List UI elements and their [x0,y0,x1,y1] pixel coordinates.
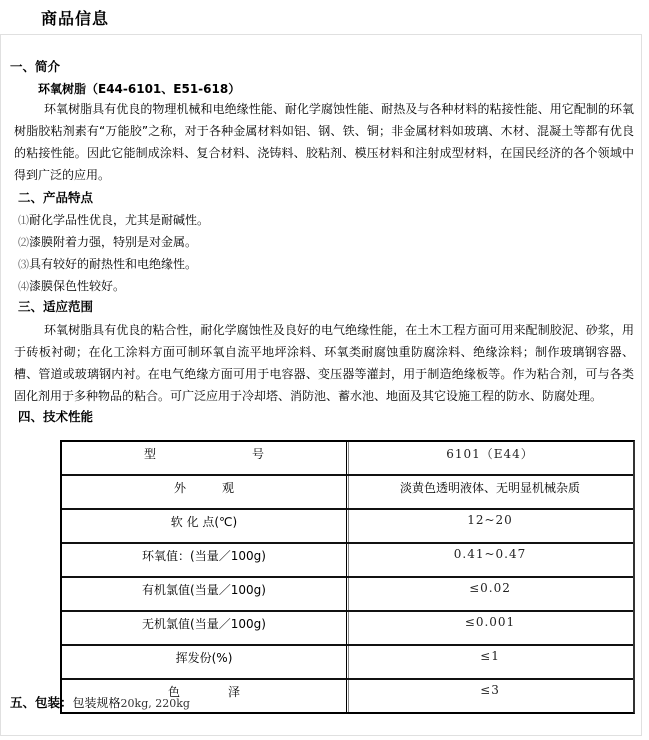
spec-label: 环氧值：(当量／100g) [62,544,347,578]
feature-number: ⑵ [18,236,29,249]
feature-item [18,278,125,295]
feature-item [18,212,209,229]
spec-value: 0.41~0.47 [347,544,633,578]
spec-value: 12~20 [347,510,633,544]
spec-label: 无机氯值(当量／100g) [62,612,347,646]
table-row [62,612,633,646]
applications-paragraph: 环氧树脂具有优良的粘合性，耐化学腐蚀性及良好的电气绝缘性能，在土木工程方面可用来配制胶泥、砂浆，用于砖板衬砌；在化工涂料方面可制环氧自流平地坪涂料、环氧类耐腐蚀重防腐涂料、绝缘涂料；制作玻璃钢容器、槽、管道或玻璃钢内衬。在电气绝缘方面可用于电容器、变压器等灌封，用于制造绝缘板等。作为粘合剂，可与各类固化剂用于多种物品的粘合。可广泛应用于冷却塔、消防池、蓄水池、地面及其它设施工程的防水、防腐处理。 [14,323,634,403]
table-row [62,510,633,544]
table-row [62,578,633,612]
spec-value: ≤0.02 [347,578,633,612]
packaging-label: 包装规格 [72,696,121,710]
feature-text: 耐化学品性优良，尤其是耐碱性。 [29,213,210,227]
spec-label: 挥发份(%) [62,646,347,680]
feature-number: ⑶ [18,258,29,271]
packaging-heading: 五、包装： [10,695,73,710]
feature-text: 漆膜附着力强，特别是对金属。 [29,235,198,249]
table-row [62,646,633,680]
intro-subtitle: 环氧树脂（E44-6101、E51-618） [38,82,241,96]
feature-number: ⑷ [18,280,29,293]
table-row [62,442,633,476]
spec-label: 色 泽 [62,680,347,712]
spec-value: 6101（E44） [347,442,633,476]
page-title: 商品信息 [41,9,110,28]
spec-label: 外 观 [62,476,347,510]
specs-table [60,440,635,714]
table-row [62,544,633,578]
spec-value: ≤1 [347,646,633,680]
spec-value: ≤3 [480,683,500,697]
spec-value: 淡黄色透明液体、无明显机械杂质 [347,476,633,510]
spec-label: 软 化 点(℃) [62,510,347,544]
table-row [62,476,633,510]
spec-label: 有机氯值(当量／100g) [62,578,347,612]
product-info-panel [0,34,642,736]
packaging-value: 20kg, 220kg [120,697,190,710]
feature-item [18,256,197,273]
applications-heading: 三、适应范围 [18,299,94,314]
feature-item [18,234,197,251]
spec-value: ≤0.001 [347,612,633,646]
intro-paragraph: 环氧树脂具有优良的物理机械和电绝缘性能、耐化学腐蚀性能、耐热及与各种材料的粘接性能、用它配制的环氧树脂胶粘剂素有“万能胶”之称，对于各种金属材料如铝、钢、铁、铜；非金属材料如玻璃、木材、混凝土等都有优良的粘接性能。因此它能制成涂料、复合材料、浇铸料、胶粘剂、模压材料和注射成型材料，在国民经济的各个领域中得到广泛的应用。 [14,102,634,182]
specs-heading: 四、技术性能 [18,409,94,424]
packaging-line [10,693,190,711]
feature-text: 漆膜保色性较好。 [29,279,126,293]
spec-label: 型 号 [62,442,347,476]
feature-number: ⑴ [18,214,29,227]
features-heading: 二、产品特点 [18,190,94,205]
intro-heading: 一、简介 [10,59,61,74]
feature-text: 具有较好的耐热性和电绝缘性。 [29,257,198,271]
